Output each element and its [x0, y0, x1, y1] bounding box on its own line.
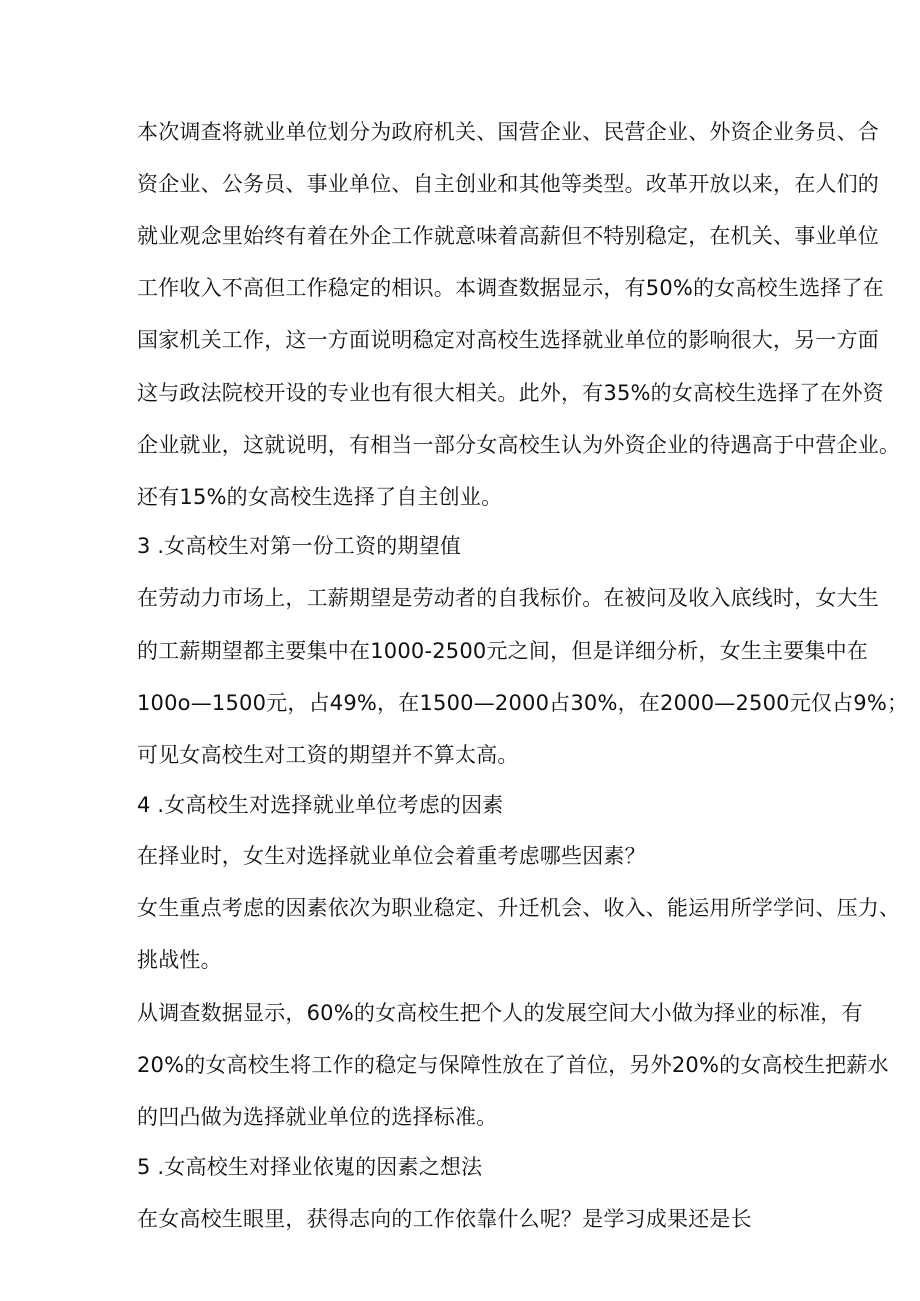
paragraph-line: 就业观念里始终有着在外企工作就意味着高薪但不特别稳定，在机关、事业单位 [137, 224, 879, 248]
paragraph-line: 还有15%的女高校生选择了自主创业。 [137, 485, 503, 509]
section-heading-5: 5 .女高校生对择业依嵬的因素之想法 [137, 1155, 483, 1179]
paragraph-line: 女生重点考虑的因素依次为职业稳定、升迁机会、收入、能运用所学学问、压力、 [137, 896, 901, 920]
paragraph-line: 可见女高校生对工资的期望并不算太高。 [137, 743, 519, 767]
paragraph-line: 国家机关工作，这一方面说明稳定对高校生选择就业单位的影响很大，另一方面 [137, 328, 879, 352]
section-heading-4: 4 .女高校生对选择就业单位考虑的因素 [137, 793, 504, 817]
paragraph-line: 本次调查将就业单位划分为政府机关、国营企业、民营企业、外资企业务员、合 [137, 120, 879, 144]
paragraph-line: 的凹凸做为选择就业单位的选择标准。 [137, 1105, 498, 1129]
paragraph-line: 企业就业，这就说明，有相当一部分女高校生认为外资企业的待遇高于中营企业。 [137, 433, 901, 457]
paragraph-line: 的工薪期望都主要集中在1000-2500元之间，但是详细分析，女生主要集中在 [137, 639, 869, 663]
paragraph-line: 在劳动力市场上，工薪期望是劳动者的自我标价。在被问及收入底线时，女大生 [137, 586, 879, 610]
paragraph-line: 挑战性。 [137, 948, 222, 972]
paragraph-line: 在女高校生眼里，获得志向的工作依靠什么呢？是学习成果还是长 [137, 1207, 752, 1231]
paragraph-line: 从调查数据显示，60%的女高校生把个人的发展空间大小做为择业的标准，有 [137, 1001, 863, 1025]
paragraph-line: 20%的女高校生将工作的稳定与保障性放在了首位，另外20%的女高校生把薪水 [137, 1053, 889, 1077]
paragraph-line: 100o—1500元，占49%，在1500—2000占30%，在2000—2500元仅占9%； [137, 691, 909, 715]
paragraph-line: 这与政法院校开设的专业也有很大相关。此外，有35%的女高校生选择了在外资 [137, 381, 884, 405]
paragraph-line: 资企业、公务员、事业单位、自主创业和其他等类型。改革开放以来，在人们的 [137, 172, 879, 196]
paragraph-line: 在择业时，女生对选择就业单位会着重考虑哪些因素？ [137, 844, 646, 868]
section-heading-3: 3 .女高校生对第一份工资的期望值 [137, 534, 462, 558]
paragraph-line: 工作收入不高但工作稳定的相识。本调查数据显示，有50%的女高校生选择了在 [137, 276, 884, 300]
